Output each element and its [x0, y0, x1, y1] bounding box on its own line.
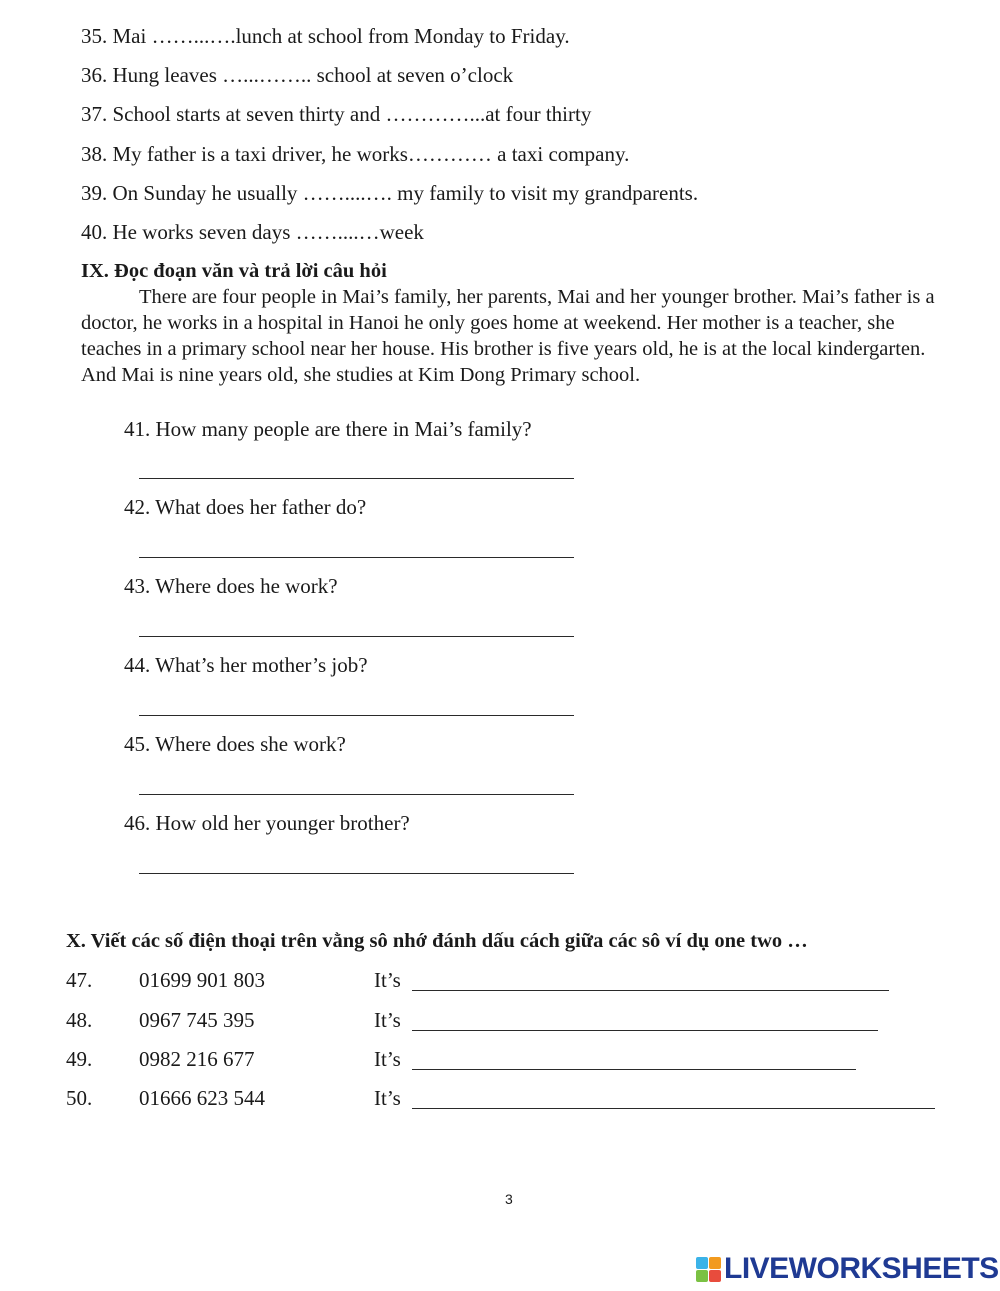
exercise-36: 36. Hung leaves …...…….. school at seven o’clock [81, 63, 514, 87]
answer-prefix: It’s [374, 1047, 401, 1071]
exercise-35: 35. Mai ……...….lunch at school from Monday to Friday. [81, 24, 570, 48]
phone-number: 0982 216 677 [139, 1047, 255, 1071]
logo-tile-icon [709, 1270, 721, 1282]
page-number: 3 [505, 1191, 513, 1207]
answer-line-45[interactable] [139, 794, 574, 795]
question-44: 44. What’s her mother’s job? [124, 653, 368, 677]
liveworksheets-logo-icon [696, 1257, 721, 1282]
answer-prefix: It’s [374, 1008, 401, 1032]
phone-answer-line-47[interactable] [412, 990, 889, 991]
liveworksheets-logo[interactable] [696, 1252, 999, 1286]
exercise-38: 38. My father is a taxi driver, he works………… a taxi company. [81, 142, 630, 166]
answer-line-46[interactable] [139, 873, 574, 874]
answer-line-43[interactable] [139, 636, 574, 637]
answer-prefix: It’s [374, 968, 401, 992]
reading-passage [81, 284, 941, 388]
exercise-40: 40. He works seven days ……....…week [81, 220, 424, 244]
exercise-39: 39. On Sunday he usually ……....…. my family to visit my grandparents. [81, 181, 699, 205]
reading-passage-text: There are four people in Mai’s family, her parents, Mai and her younger brother. Mai’s father is a doctor, he works in a hospital in Hanoi he only goes home at weekend. Her mother is a teacher, she teaches in a primary school near her house. His brother is five years old, he is at the local kindergarten. And Mai is nine years old, she studies at Kim Dong Primary school. [81, 286, 935, 386]
question-41: 41. How many people are there in Mai’s family? [124, 417, 532, 441]
section-x-heading: X. Viết các số điện thoại trên vằng sô nhớ đánh dấu cách giữa các sô ví dụ one two … [66, 930, 808, 952]
question-46: 46. How old her younger brother? [124, 811, 410, 835]
question-43: 43. Where does he work? [124, 574, 338, 598]
section-ix-heading: IX. Đọc đoạn văn và trả lời câu hỏi [81, 260, 387, 282]
question-45: 45. Where does she work? [124, 732, 346, 756]
question-42: 42. What does her father do? [124, 495, 367, 519]
logo-tile-icon [709, 1257, 721, 1269]
phone-item-num: 48. [66, 1008, 93, 1032]
phone-item-num: 50. [66, 1086, 93, 1110]
logo-tile-icon [696, 1257, 708, 1269]
phone-number: 01699 901 803 [139, 968, 265, 992]
phone-number: 0967 745 395 [139, 1008, 255, 1032]
phone-answer-line-49[interactable] [412, 1069, 856, 1070]
answer-line-41[interactable] [139, 478, 574, 479]
phone-item-num: 49. [66, 1047, 93, 1071]
phone-item-num: 47. [66, 968, 93, 992]
phone-number: 01666 623 544 [139, 1086, 265, 1110]
answer-prefix: It’s [374, 1086, 401, 1110]
answer-line-44[interactable] [139, 715, 574, 716]
phone-answer-line-50[interactable] [412, 1108, 935, 1109]
phone-answer-line-48[interactable] [412, 1030, 878, 1031]
exercise-37: 37. School starts at seven thirty and …………...at four thirty [81, 102, 592, 126]
liveworksheets-logo-text: LIVEWORKSHEETS [724, 1252, 999, 1285]
answer-line-42[interactable] [139, 557, 574, 558]
logo-tile-icon [696, 1270, 708, 1282]
